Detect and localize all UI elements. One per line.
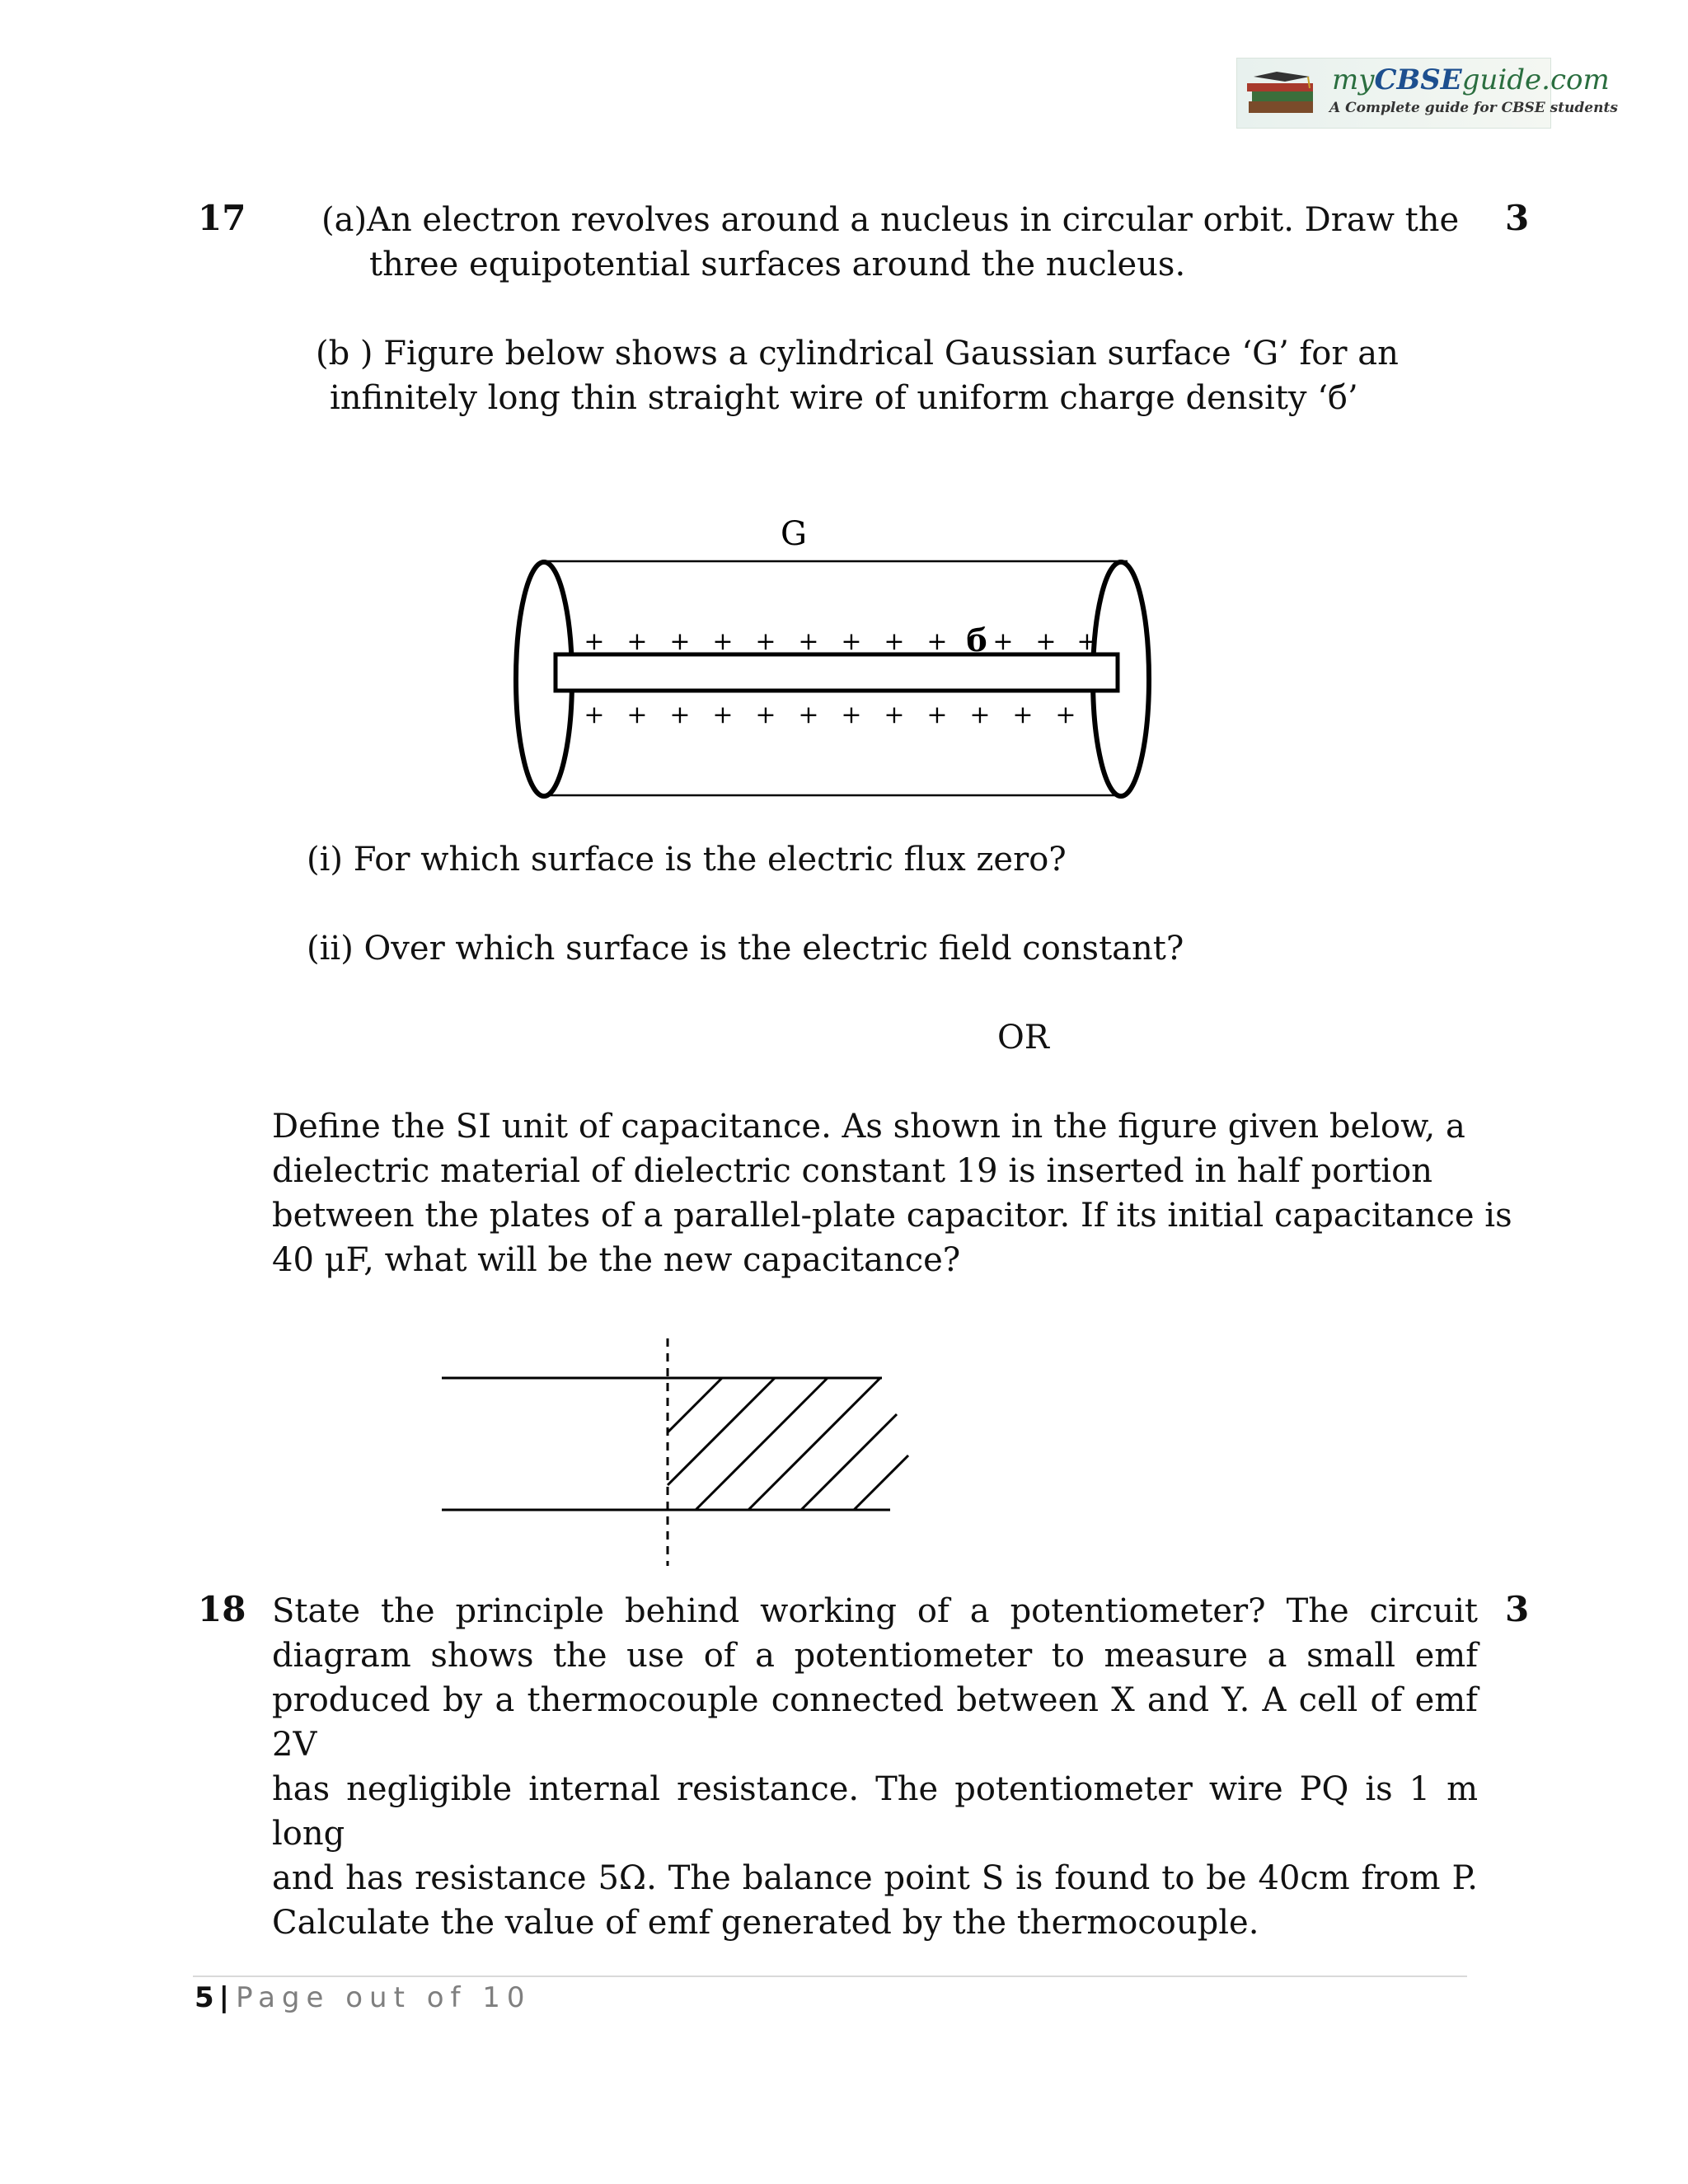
- q17-part-b-line1: (b ) Figure below shows a cylindrical Gaussian surface ‘G’ for an: [316, 335, 1399, 373]
- footer-divider: [193, 1975, 1467, 1977]
- capacitor-dielectric-figure: [429, 1327, 923, 1574]
- q17-part-a-line2: three equipotential surfaces around the nucleus.: [369, 246, 1186, 284]
- plus-charge: +: [969, 701, 991, 729]
- footer-separator: |: [218, 1981, 230, 2014]
- plus-charge: +: [626, 627, 648, 656]
- q18-text: [272, 1589, 1478, 1945]
- q18-line3: produced by a thermocouple connected between X and Y. A cell of emf 2V: [272, 1681, 1478, 1764]
- plus-charge: +: [884, 701, 905, 729]
- question-marks-17: 3: [1505, 198, 1530, 238]
- charged-wire: [556, 654, 1118, 691]
- gaussian-cylinder-figure: [495, 503, 1170, 816]
- q17-alt-line4: 40 μF, what will be the new capacitance?: [272, 1241, 961, 1279]
- surface-label-g: G: [781, 515, 807, 553]
- q17-alt-line1: Define the SI unit of capacitance. As shown in the figure given below, a: [272, 1108, 1465, 1146]
- q18-line4: has negligible internal resistance. The potentiometer wire PQ is 1 m long: [272, 1770, 1478, 1853]
- plus-charge: +: [798, 627, 819, 656]
- plus-charge: +: [755, 701, 776, 729]
- books-icon: [1244, 67, 1326, 120]
- q17-part-b-line2: infinitely long thin straight wire of uniform charge density ‘б’: [330, 379, 1358, 417]
- plus-charge: +: [712, 701, 734, 729]
- question-number-18: 18: [198, 1589, 246, 1629]
- question-marks-18: 3: [1505, 1589, 1530, 1629]
- plus-charge: +: [798, 701, 819, 729]
- plus-charge: +: [992, 627, 1014, 656]
- plus-charge: +: [755, 627, 776, 656]
- q18-line1: State the principle behind working of a potentiometer? The circuit: [272, 1592, 1478, 1630]
- plus-charges-bottom: [584, 701, 1076, 729]
- plus-charge: +: [584, 627, 605, 656]
- plus-charge: +: [584, 701, 605, 729]
- q17-alt-line3: between the plates of a parallel-plate capacitor. If its initial capacitance is: [272, 1197, 1512, 1235]
- plus-charge: +: [1055, 701, 1076, 729]
- plus-charge: +: [1035, 627, 1057, 656]
- plus-charge: +: [669, 701, 691, 729]
- plus-charge: +: [669, 627, 691, 656]
- plus-charge: +: [884, 627, 905, 656]
- q18-line2: diagram shows the use of a potentiometer to measure a small emf: [272, 1637, 1478, 1675]
- page-count-text: Page out of 10: [236, 1981, 532, 2014]
- q18-line5: and has resistance 5Ω. The balance point S is found to be 40cm from P.: [272, 1859, 1478, 1897]
- plus-charge: +: [841, 701, 862, 729]
- or-separator: OR: [997, 1019, 1049, 1057]
- plus-charge: +: [1012, 701, 1034, 729]
- plus-charge: +: [626, 701, 648, 729]
- logo-title: myCBSEguide.com: [1332, 63, 1610, 96]
- q17-sub-question-i: (i) For which surface is the electric flux zero?: [307, 841, 1067, 879]
- plus-charge: +: [1076, 627, 1098, 656]
- plus-charge: +: [926, 701, 948, 729]
- plus-charge: +: [712, 627, 734, 656]
- plus-charges-top: [584, 627, 1097, 656]
- dielectric-hatching: [668, 1378, 908, 1510]
- q17-sub-question-ii: (ii) Over which surface is the electric field constant?: [307, 930, 1184, 968]
- q18-line6: Calculate the value of emf generated by the thermocouple.: [272, 1904, 1259, 1942]
- q17-part-a-line1: (a)An electron revolves around a nucleus in circular orbit. Draw the: [321, 201, 1460, 239]
- page-footer: [195, 1980, 532, 2016]
- question-number-17: 17: [198, 198, 246, 238]
- charge-density-label: б: [966, 621, 987, 658]
- plus-charge: +: [841, 627, 862, 656]
- site-logo: [1236, 58, 1618, 129]
- q17-alt-line2: dielectric material of dielectric constant 19 is inserted in half portion: [272, 1152, 1433, 1190]
- plus-charge: +: [926, 627, 948, 656]
- page-number: 5: [195, 1981, 214, 2014]
- logo-tagline: A Complete guide for CBSE students: [1329, 100, 1618, 116]
